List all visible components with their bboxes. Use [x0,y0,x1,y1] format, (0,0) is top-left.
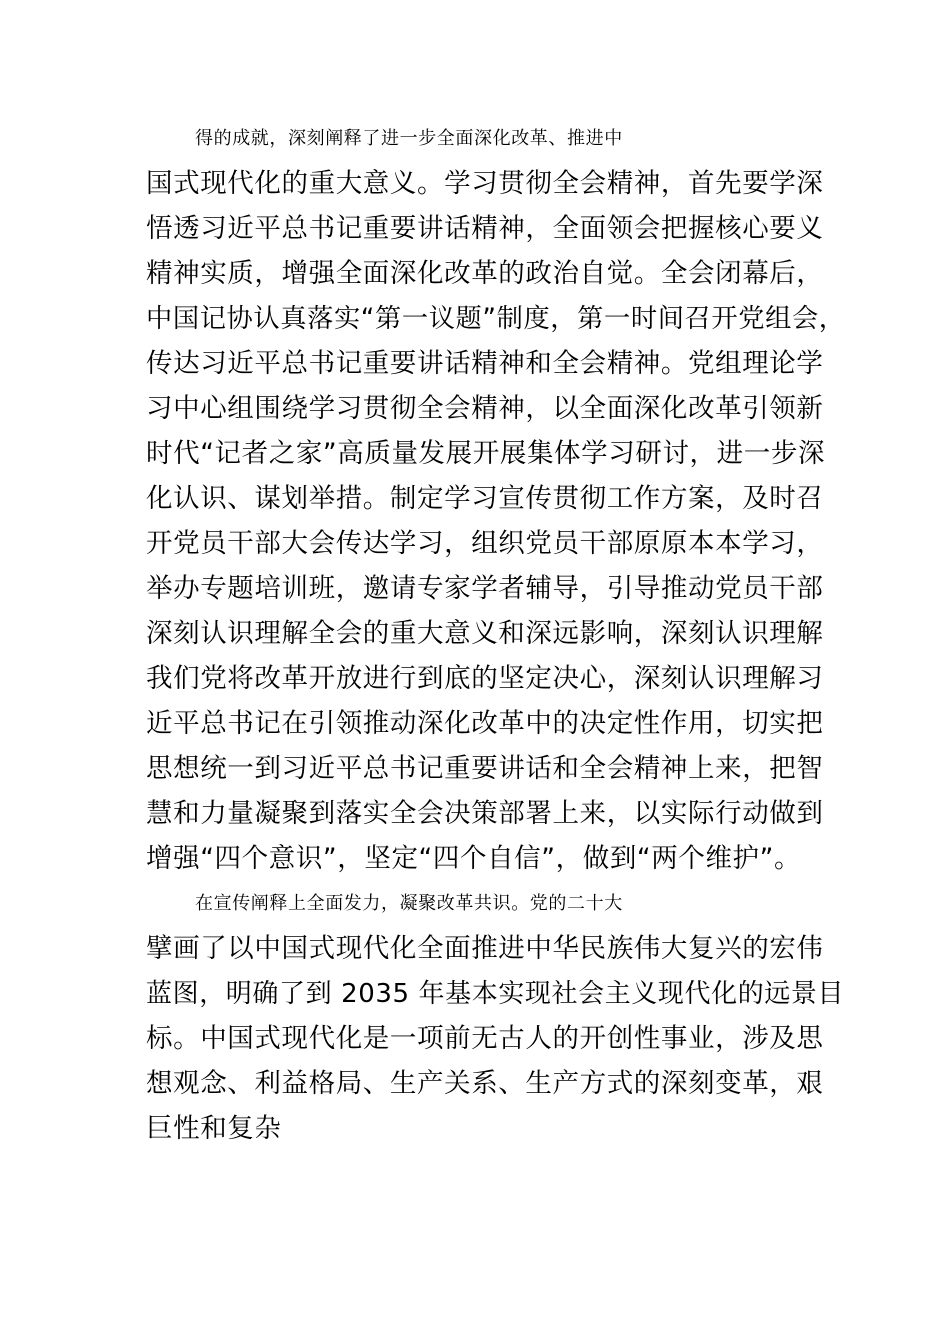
text-line: 蓝图，明确了到 2035 年基本实现社会主义现代化的远景目 [146,979,845,1009]
text-line: 巨性和复杂 [146,1113,282,1144]
text-line: 增强“四个意识”，坚定“四个自信”，做到“两个维护”。 [146,843,802,874]
text-line: 开党员干部大会传达学习，组织党员干部原原本本学习， [146,528,824,559]
text-line: 时代“记者之家”高质量发展开展集体学习研讨，进一步深 [146,438,826,469]
text-line: 悟透习近平总书记重要讲话精神，全面领会把握核心要义 [146,213,824,244]
text-line: 举办专题培训班，邀请专家学者辅导，引导推动党员干部 [146,573,824,604]
text-line: 标。中国式现代化是一项前无古人的开创性事业，涉及思 [146,1023,824,1054]
text-line: 想观念、利益格局、生产关系、生产方式的深刻变革，艰 [146,1068,824,1099]
text-line: 慧和力量凝聚到落实全会决策部署上来，以实际行动做到 [146,798,824,829]
text-line: 习中心组围绕学习贯彻全会精神，以全面深化改革引领新 [146,393,824,424]
text-line: 化认识、谋划举措。制定学习宣传贯彻工作方案，及时召 [146,483,824,514]
text-line: 思想统一到习近平总书记重要讲话和全会精神上来，把智 [146,753,824,784]
text-line: 擘画了以中国式现代化全面推进中华民族伟大复兴的宏伟 [146,933,824,964]
text-line: 传达习近平总书记重要讲话精神和全会精神。党组理论学 [146,348,824,379]
text-line: 我们党将改革开放进行到底的坚定决心，深刻认识理解习 [146,663,824,694]
text-line: 近平总书记在引领推动深化改革中的决定性作用，切实把 [146,708,824,739]
text-line: 中国记协认真落实“第一议题”制度，第一时间召开党组会， [146,304,846,334]
text-line: 国式现代化的重大意义。学习贯彻全会精神，首先要学深 [146,168,824,199]
text-line: 精神实质，增强全面深化改革的政治自觉。全会闭幕后， [146,258,824,289]
text-line: 深刻认识理解全会的重大意义和深远影响，深刻认识理解 [146,618,824,649]
text-line: 得的成就，深刻阐释了进一步全面深化改革、推进中 [195,128,623,149]
text-line: 在宣传阐释上全面发力，凝聚改革共识。党的二十大 [195,893,623,914]
